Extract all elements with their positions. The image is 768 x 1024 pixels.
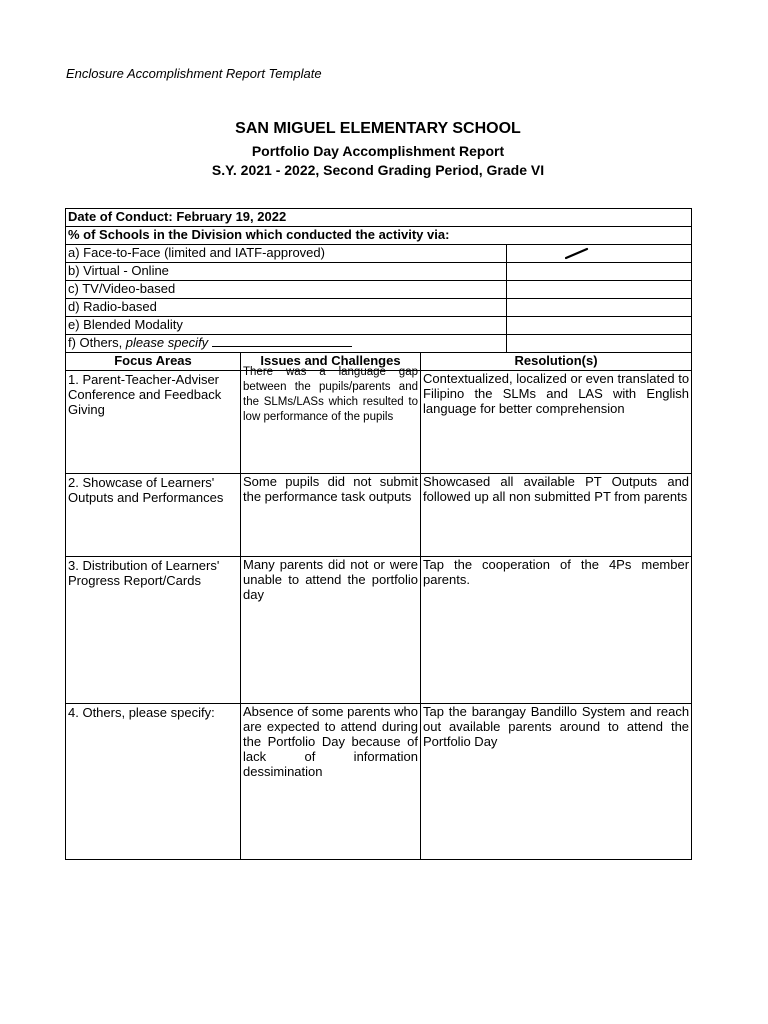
issue-cell — [241, 557, 421, 704]
school-year-line: S.Y. 2021 - 2022, Second Grading Period, Grade VI — [211, 162, 545, 178]
modality-check-cell — [507, 263, 692, 281]
focus-area-cell — [66, 704, 241, 860]
modality-row — [66, 245, 692, 263]
enclosure-label: Enclosure Accomplishment Report Template — [66, 66, 322, 81]
resolution-text: Showcased all available PT Outputs and followed up all non submitted PT from parents — [423, 474, 690, 504]
issue-cell — [241, 366, 421, 474]
issue-text: Some pupils did not submit the performance task outputs — [243, 474, 418, 504]
resolution-text: Contextualized, localized or even translated to Filipino the SLMs and LAS with English language for better comprehension — [423, 371, 690, 416]
focus-area-cell — [66, 474, 241, 557]
modality-check-cell — [507, 317, 692, 335]
modality-check-cell — [507, 335, 692, 353]
modality-label: b) Virtual - Online — [66, 263, 507, 281]
modality-row — [66, 299, 692, 317]
modality-check-cell — [507, 245, 692, 263]
focus-area-text: 2. Showcase of Learners' Outputs and Performances — [68, 475, 224, 505]
issue-cell — [241, 704, 421, 860]
table-row — [66, 704, 692, 860]
modality-label: a) Face-to-Face (limited and IATF-approved) — [66, 245, 507, 263]
table-row — [66, 474, 692, 557]
modality-row — [66, 281, 692, 299]
resolution-cell — [421, 371, 692, 474]
modality-label: c) TV/Video-based — [66, 281, 507, 299]
issue-text: There was a language gap between the pupils/parents and the SLMs/LASs which resulted to low performance of the pupils — [243, 366, 418, 423]
modality-row — [66, 263, 692, 281]
modality-row — [66, 317, 692, 335]
focus-area-text: 3. Distribution of Learners' Progress Report/Cards — [68, 558, 220, 588]
report-title: Portfolio Day Accomplishment Report — [251, 143, 505, 159]
resolution-cell — [421, 557, 692, 704]
issue-text: Many parents did not or were unable to attend the portfolio day — [243, 557, 418, 602]
others-italic: please specify — [125, 335, 209, 350]
resolution-text: Tap the barangay Bandillo System and reach out available parents around to attend the Portfolio Day — [423, 704, 690, 749]
percent-row — [66, 227, 692, 245]
specify-blank-line — [212, 335, 352, 347]
issue-text: Absence of some parents who are expected to attend during the Portfolio Day because of lack of information dessimination — [243, 704, 418, 779]
modality-check-cell — [507, 299, 692, 317]
issue-cell — [241, 474, 421, 557]
date-of-conduct: Date of Conduct: February 19, 2022 — [66, 209, 692, 227]
focus-area-text: 4. Others, please specify: — [68, 705, 215, 720]
table-row — [66, 371, 692, 474]
checkmark-icon — [565, 247, 589, 260]
modality-check-cell — [507, 281, 692, 299]
others-prefix: f) Others, — [68, 335, 126, 350]
header-focus-areas: Focus Areas — [66, 353, 241, 371]
focus-area-text: 1. Parent-Teacher-Adviser Conference and Feedback Giving — [68, 372, 222, 417]
resolution-cell — [421, 704, 692, 860]
modality-row — [66, 335, 692, 353]
header-resolution: Resolution(s) — [421, 353, 692, 371]
modality-label: d) Radio-based — [66, 299, 507, 317]
focus-area-cell — [66, 557, 241, 704]
schools-percent-label: % of Schools in the Division which conducted the activity via: — [66, 227, 692, 245]
resolution-text: Tap the cooperation of the 4Ps member parents. — [423, 557, 690, 587]
school-name: SAN MIGUEL ELEMENTARY SCHOOL — [235, 120, 521, 137]
modality-label-others — [66, 335, 507, 353]
table-row — [66, 557, 692, 704]
accomplishment-table — [65, 208, 692, 860]
date-row — [66, 209, 692, 227]
modality-label: e) Blended Modality — [66, 317, 507, 335]
resolution-cell — [421, 474, 692, 557]
header-issues: Issues and Challenges — [241, 353, 421, 371]
focus-area-cell — [66, 371, 241, 474]
